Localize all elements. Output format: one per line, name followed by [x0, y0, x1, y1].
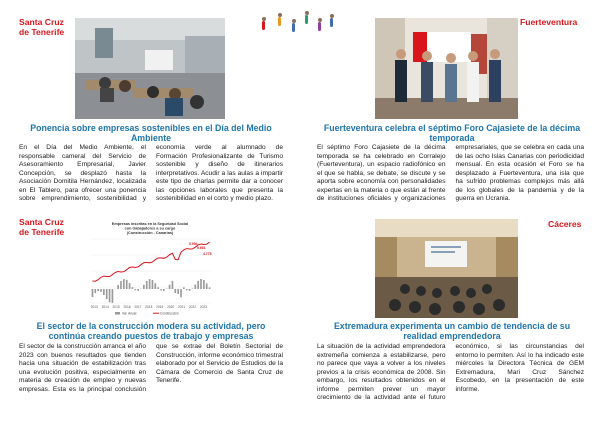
bar — [149, 279, 151, 289]
data-label: 5.994 — [189, 242, 198, 246]
region-label: Santa Cruz de Tenerife — [19, 217, 65, 237]
bar — [174, 289, 176, 293]
legend-swatch — [115, 312, 120, 315]
x-tick-label: 2020 — [167, 305, 175, 309]
bar — [163, 289, 165, 291]
article-body: La situación de la actividad emprendedora extremeña comienza a estabilizarse, pero no parece que vaya a volver a los niveles previos a la crisis económica de 2008. Sin embargo, los resultados obtenidos en el informe permiten prever un mayor crecimiento de la actividad ante el futuro económico, si las circunstancias del entorno lo permiten. Así lo ha indicado este miércoles la Directora Técnica de GEM Extremadura, Mari Cruz Sánchez Escobedo, en la presentación de este informe. — [317, 343, 584, 401]
article-body: El séptimo Foro Cajasiete de la décima temporada se ha celebrado en Corralejo (Fuerteventura), un espacio radiofónico en el que se habla, se debate, se discute y se aporta sobre economía con personalidades expertas en la materia o que están al frente de instituciones oficiales y organizaciones empresariales, que se celebra en cada una de las ocho Islas Canarias con periodicidad mensual. En esta ocasión el Foro se ha desplazado a Fuerteventura, una isla que ha sufrido problemas complejos más allá de los globales de la pandemia y de la guerra en Ucrania. — [317, 144, 584, 202]
forum-photo — [375, 18, 518, 119]
bar — [120, 281, 122, 289]
bar — [203, 280, 205, 289]
bar — [200, 279, 202, 289]
bar — [206, 283, 208, 289]
article-title: El sector de la construcción modera su actividad, pero continúa creando puestos de trabajo y empresas — [36, 321, 266, 342]
bar — [97, 289, 99, 291]
bar — [129, 283, 131, 289]
bar — [92, 289, 94, 297]
bar — [106, 289, 108, 299]
x-tick-label: 2018 — [145, 305, 153, 309]
article-title: Ponencia sobre empresas sostenibles en el Día del Medio Ambiente — [30, 123, 272, 144]
bar — [103, 289, 105, 295]
x-tick-label: 2022 — [188, 305, 197, 309]
bar — [209, 287, 211, 289]
bar — [183, 287, 185, 289]
x-tick-label: 2014 — [101, 305, 109, 309]
bar — [186, 289, 188, 290]
article-body: El sector de la construcción arranca el año 2023 con buenos resultados que tienden hacia una situación de estabilización tras una evolución positiva, especialmente en materia de creación de empleo y nuevas empresas. Esta es la principal conclusión que se extrae del Boletín Sectorial de Construcción, informe económico trimestral elaborado por el Servicio de Estudios de la Cámara de Comercio de Santa Cruz de Tenerife. — [19, 343, 283, 393]
region-label: Santa Cruz de Tenerife — [19, 17, 65, 37]
bar — [177, 289, 179, 294]
bar — [112, 289, 114, 303]
article-title: Extremadura experimenta un cambio de tendencia de su realidad emprendedora — [333, 321, 571, 342]
chart-title-line3: (Construcción - Canarias) — [126, 231, 174, 235]
bar — [109, 289, 111, 302]
bar — [117, 285, 119, 289]
data-label: 4.775 — [203, 252, 212, 256]
x-tick-label: 2021 — [177, 305, 186, 309]
bar — [197, 281, 199, 289]
legend-label: Construcción — [160, 311, 179, 316]
article-title: Fuerteventura celebra el séptimo Foro Cajasiete de la décima temporada — [323, 123, 581, 144]
conference-room-photo — [375, 219, 518, 318]
bar — [132, 287, 134, 289]
construction-chart — [85, 219, 215, 319]
bar — [189, 289, 191, 291]
bar — [137, 289, 139, 291]
legend-label: Var. Anual — [122, 311, 137, 316]
bar — [180, 289, 182, 297]
bar — [94, 289, 96, 293]
chart-title-line2: con trabajadores a su cargo — [124, 226, 176, 231]
x-tick-label: 2023 — [199, 305, 207, 309]
x-tick-label: 2019 — [156, 305, 164, 309]
region-label: Fuerteventura — [520, 17, 578, 27]
article-body: En el Día del Medio Ambiente, el responsable cameral del Servicio de Asesoramiento Empresarial, Javier Concepción, se desplazó hasta la Asociación Domitila Hernández, localizada en El Tablero, para ofrecer una ponencia sobre emprendimiento, sostenibilidad y economía verde al alumnado de Formación Profesionalizante de Turismo sostenible y diseño de itinerarios interpretativos. Acudir a las aulas a impartir este tipo de charlas permite dar a conocer las opciones laborales que presenta la sostenibilidad en el corto y medio plazo. — [19, 144, 283, 202]
series-line — [92, 242, 209, 281]
people-figures-icon — [258, 12, 338, 34]
x-tick-label: 2017 — [134, 305, 142, 309]
classroom-photo — [75, 18, 225, 119]
bar — [157, 287, 159, 289]
bar — [143, 285, 145, 289]
bar — [123, 279, 125, 289]
bar — [152, 280, 154, 289]
bar — [146, 281, 148, 289]
chart-title: Empresas inscritas en la Seguridad Social — [111, 222, 189, 226]
data-label: 5.661 — [197, 246, 206, 250]
bar — [194, 285, 196, 289]
x-tick-label: 2016 — [123, 305, 131, 309]
x-tick-label: 2015 — [112, 305, 120, 309]
bar — [169, 285, 171, 289]
x-tick-label: 2013 — [90, 305, 98, 309]
bar — [172, 281, 174, 289]
bar — [134, 289, 136, 290]
bar — [160, 289, 162, 290]
bar — [126, 280, 128, 289]
bar — [100, 289, 102, 292]
bar — [154, 283, 156, 289]
region-label: Cáceres — [548, 219, 582, 229]
